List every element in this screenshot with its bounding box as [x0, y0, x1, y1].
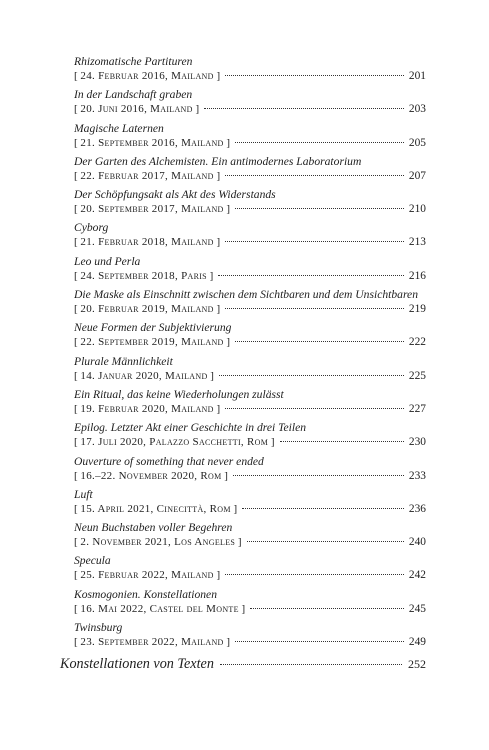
entry-meta-row: [74, 302, 426, 317]
bracket-close: ]: [226, 136, 231, 149]
dot-leader: [233, 475, 404, 476]
entry-page-number: 230: [408, 436, 426, 449]
entry-page-number: 242: [408, 569, 426, 582]
bracket-close: ]: [237, 536, 242, 549]
entry-meta: [74, 302, 220, 317]
bracket-open: [: [74, 436, 78, 449]
entry-page-number: 245: [408, 602, 426, 615]
entry-page-number: 227: [408, 402, 426, 415]
entry-page-number: 216: [408, 269, 426, 282]
bracket-close: ]: [226, 203, 231, 216]
entry-meta: [74, 568, 220, 583]
section-title: Konstellationen von Texten: [60, 656, 214, 672]
dot-leader: [225, 241, 404, 242]
entry-title: Neue Formen der Subjektivierung: [74, 321, 232, 335]
toc-entry: [74, 420, 426, 453]
bracket-close: ]: [195, 103, 200, 116]
toc-entry: [74, 154, 426, 187]
entry-date: 20. Februar 2019, Mailand: [80, 303, 214, 316]
entry-meta-row: [74, 502, 426, 517]
entry-date: 17. Juli 2020, Palazzo Sacchetti, Rom: [80, 436, 269, 449]
entry-page-number: 222: [408, 336, 426, 349]
entry-page-number: 213: [408, 236, 426, 249]
toc-entry: [74, 54, 426, 87]
entry-page-number: 236: [408, 502, 426, 515]
entry-date: 22. Februar 2017, Mailand: [80, 169, 214, 182]
bracket-close: ]: [233, 502, 238, 515]
entry-title: Luft: [74, 487, 93, 501]
dot-leader: [235, 641, 404, 642]
toc-entry: [74, 320, 426, 353]
entry-title: Cyborg: [74, 221, 109, 235]
entry-title: Rhizomatische Partituren: [74, 55, 193, 68]
entry-meta-row: [74, 568, 426, 583]
entry-title: Ouverture of something that never ended: [74, 454, 264, 468]
dot-leader: [225, 175, 404, 176]
entry-meta-row: [74, 369, 426, 384]
entry-date: 2. November 2021, Los Angeles: [80, 536, 236, 549]
bracket-open: [: [74, 203, 78, 216]
entry-date: 22. September 2019, Mailand: [80, 336, 224, 349]
entry-meta: [74, 102, 199, 117]
entry-title: Die Maske als Einschnitt zwischen dem Sichtbaren und dem Unsichtbaren: [74, 288, 418, 302]
bracket-close: ]: [216, 402, 221, 415]
entry-date: 24. Februar 2016, Mailand: [80, 70, 214, 82]
entry-meta-row: [74, 69, 426, 84]
bracket-close: ]: [270, 436, 275, 449]
entry-date: 23. September 2022, Mailand: [80, 636, 224, 649]
dot-leader: [247, 541, 404, 542]
entry-page-number: 219: [408, 303, 426, 316]
entry-title: Magische Laternen: [74, 121, 164, 135]
entry-meta-row: [74, 602, 426, 617]
entry-date: 16. Mai 2022, Castel del Monte: [80, 602, 239, 615]
entry-page-number: 240: [408, 536, 426, 549]
bracket-close: ]: [241, 602, 246, 615]
dot-leader: [218, 275, 404, 276]
toc-entry: [74, 287, 426, 320]
entry-page-number: 249: [408, 636, 426, 649]
entry-page-number: 210: [408, 203, 426, 216]
entry-meta-row: [74, 335, 426, 350]
toc-section: [60, 656, 426, 673]
bracket-close: ]: [210, 369, 214, 382]
entry-date: 20. Juni 2016, Mailand: [80, 103, 193, 116]
bracket-open: [: [74, 636, 78, 649]
toc-entry: [74, 121, 426, 154]
entry-date: 20. September 2017, Mailand: [80, 203, 224, 216]
entry-meta-row: [74, 235, 426, 250]
bracket-open: [: [74, 236, 78, 249]
entry-title: In der Landschaft graben: [74, 88, 193, 102]
bracket-close: ]: [209, 269, 214, 282]
entry-meta: [74, 435, 275, 450]
bracket-close: ]: [226, 336, 231, 349]
entry-date: 19. Februar 2020, Mailand: [80, 402, 214, 415]
entry-date: 21. September 2016, Mailand: [80, 136, 224, 149]
entry-meta: [74, 369, 214, 384]
entry-title: Kosmogonien. Konstellationen: [74, 587, 217, 601]
entry-meta-row: [74, 402, 426, 417]
entry-meta: [74, 235, 220, 250]
bracket-open: [: [74, 402, 78, 415]
entry-meta: [74, 169, 220, 184]
entry-meta: [74, 136, 230, 151]
entry-meta-row: [74, 635, 426, 650]
toc-entry: [74, 387, 426, 420]
toc-entry: [74, 354, 426, 387]
bracket-close: ]: [216, 169, 221, 182]
dot-leader: [225, 308, 404, 309]
toc-entry: [74, 487, 426, 520]
entry-date: 16.–22. November 2020, Rom: [80, 469, 222, 482]
bracket-close: ]: [216, 303, 221, 316]
bracket-close: ]: [226, 636, 231, 649]
entry-date: 14. Januar 2020, Mailand: [80, 369, 208, 382]
entry-meta-row: [74, 169, 426, 184]
entry-title: Twinsburg: [74, 621, 123, 635]
entry-title: Specula: [74, 554, 111, 568]
bracket-close: ]: [224, 469, 228, 482]
toc-entry: [74, 587, 426, 620]
entry-meta-row: [74, 102, 426, 117]
section-page-number: 252: [408, 657, 426, 671]
dot-leader: [225, 75, 404, 76]
entry-meta: [74, 469, 228, 484]
entry-title: Der Garten des Alchemisten. Ein antimodernes Laboratorium: [74, 154, 362, 168]
entry-title: Leo und Perla: [74, 254, 141, 268]
entry-meta-row: [74, 136, 426, 151]
entry-meta-row: [74, 435, 426, 450]
entry-title: Der Schöpfungsakt als Akt des Widerstands: [74, 188, 276, 202]
entry-meta: [74, 269, 213, 284]
entry-meta-row: [74, 469, 426, 484]
bracket-open: [: [74, 602, 78, 615]
bracket-open: [: [74, 502, 78, 515]
bracket-open: [: [74, 136, 78, 149]
entry-meta: [74, 335, 230, 350]
dot-leader: [235, 341, 404, 342]
toc-entry: [74, 254, 426, 287]
dot-leader: [250, 608, 404, 609]
bracket-close: ]: [216, 569, 221, 582]
dot-leader: [204, 108, 404, 109]
bracket-open: [: [74, 70, 78, 82]
entry-date: 21. Februar 2018, Mailand: [80, 236, 214, 249]
dot-leader: [235, 142, 404, 143]
entry-meta: [74, 635, 230, 650]
entry-page-number: 203: [408, 103, 426, 116]
entry-page-number: 207: [408, 169, 426, 182]
toc-entry: [74, 87, 426, 120]
entry-meta: [74, 602, 245, 617]
toc-entry: [74, 454, 426, 487]
entry-meta-row: [74, 202, 426, 217]
entry-title: Ein Ritual, das keine Wiederholungen zulässt: [74, 387, 284, 401]
toc-entry: [74, 520, 426, 553]
entry-page-number: 233: [408, 469, 426, 482]
entry-title: Epilog. Letzter Akt einer Geschichte in drei Teilen: [74, 421, 307, 435]
bracket-open: [: [74, 103, 78, 116]
bracket-open: [: [74, 303, 78, 316]
entry-date: 24. September 2018, Paris: [80, 269, 207, 282]
bracket-open: [: [74, 269, 78, 282]
toc-entry: [74, 220, 426, 253]
dot-leader: [220, 664, 402, 665]
dot-leader: [242, 508, 404, 509]
bracket-open: [: [74, 369, 78, 382]
entry-meta-row: [74, 535, 426, 550]
bracket-open: [: [74, 469, 78, 482]
entry-page-number: 205: [408, 136, 426, 149]
entry-date: 25. Februar 2022, Mailand: [80, 569, 214, 582]
dot-leader: [280, 441, 404, 442]
entry-page-number: 225: [408, 369, 426, 382]
entry-meta: [74, 535, 242, 550]
dot-leader: [225, 408, 404, 409]
entry-page-number: 201: [408, 70, 426, 82]
entry-date: 15. April 2021, Cinecittà, Rom: [80, 502, 231, 515]
entry-meta: [74, 502, 237, 517]
toc-list: [74, 54, 426, 653]
entry-title: Plurale Männlichkeit: [74, 354, 173, 368]
bracket-open: [: [74, 569, 78, 582]
entry-meta: [74, 202, 230, 217]
dot-leader: [235, 208, 404, 209]
bracket-close: ]: [216, 70, 221, 82]
bracket-open: [: [74, 169, 78, 182]
entry-title: Neun Buchstaben voller Begehren: [74, 521, 233, 535]
entry-meta: [74, 69, 220, 84]
bracket-open: [: [74, 336, 78, 349]
entry-meta: [74, 402, 220, 417]
bracket-close: ]: [216, 236, 221, 249]
dot-leader: [219, 375, 404, 376]
toc-entry: [74, 187, 426, 220]
toc-entry: [74, 553, 426, 586]
toc-entry: [74, 620, 426, 653]
entry-meta-row: [74, 269, 426, 284]
bracket-open: [: [74, 536, 78, 549]
dot-leader: [225, 574, 404, 575]
